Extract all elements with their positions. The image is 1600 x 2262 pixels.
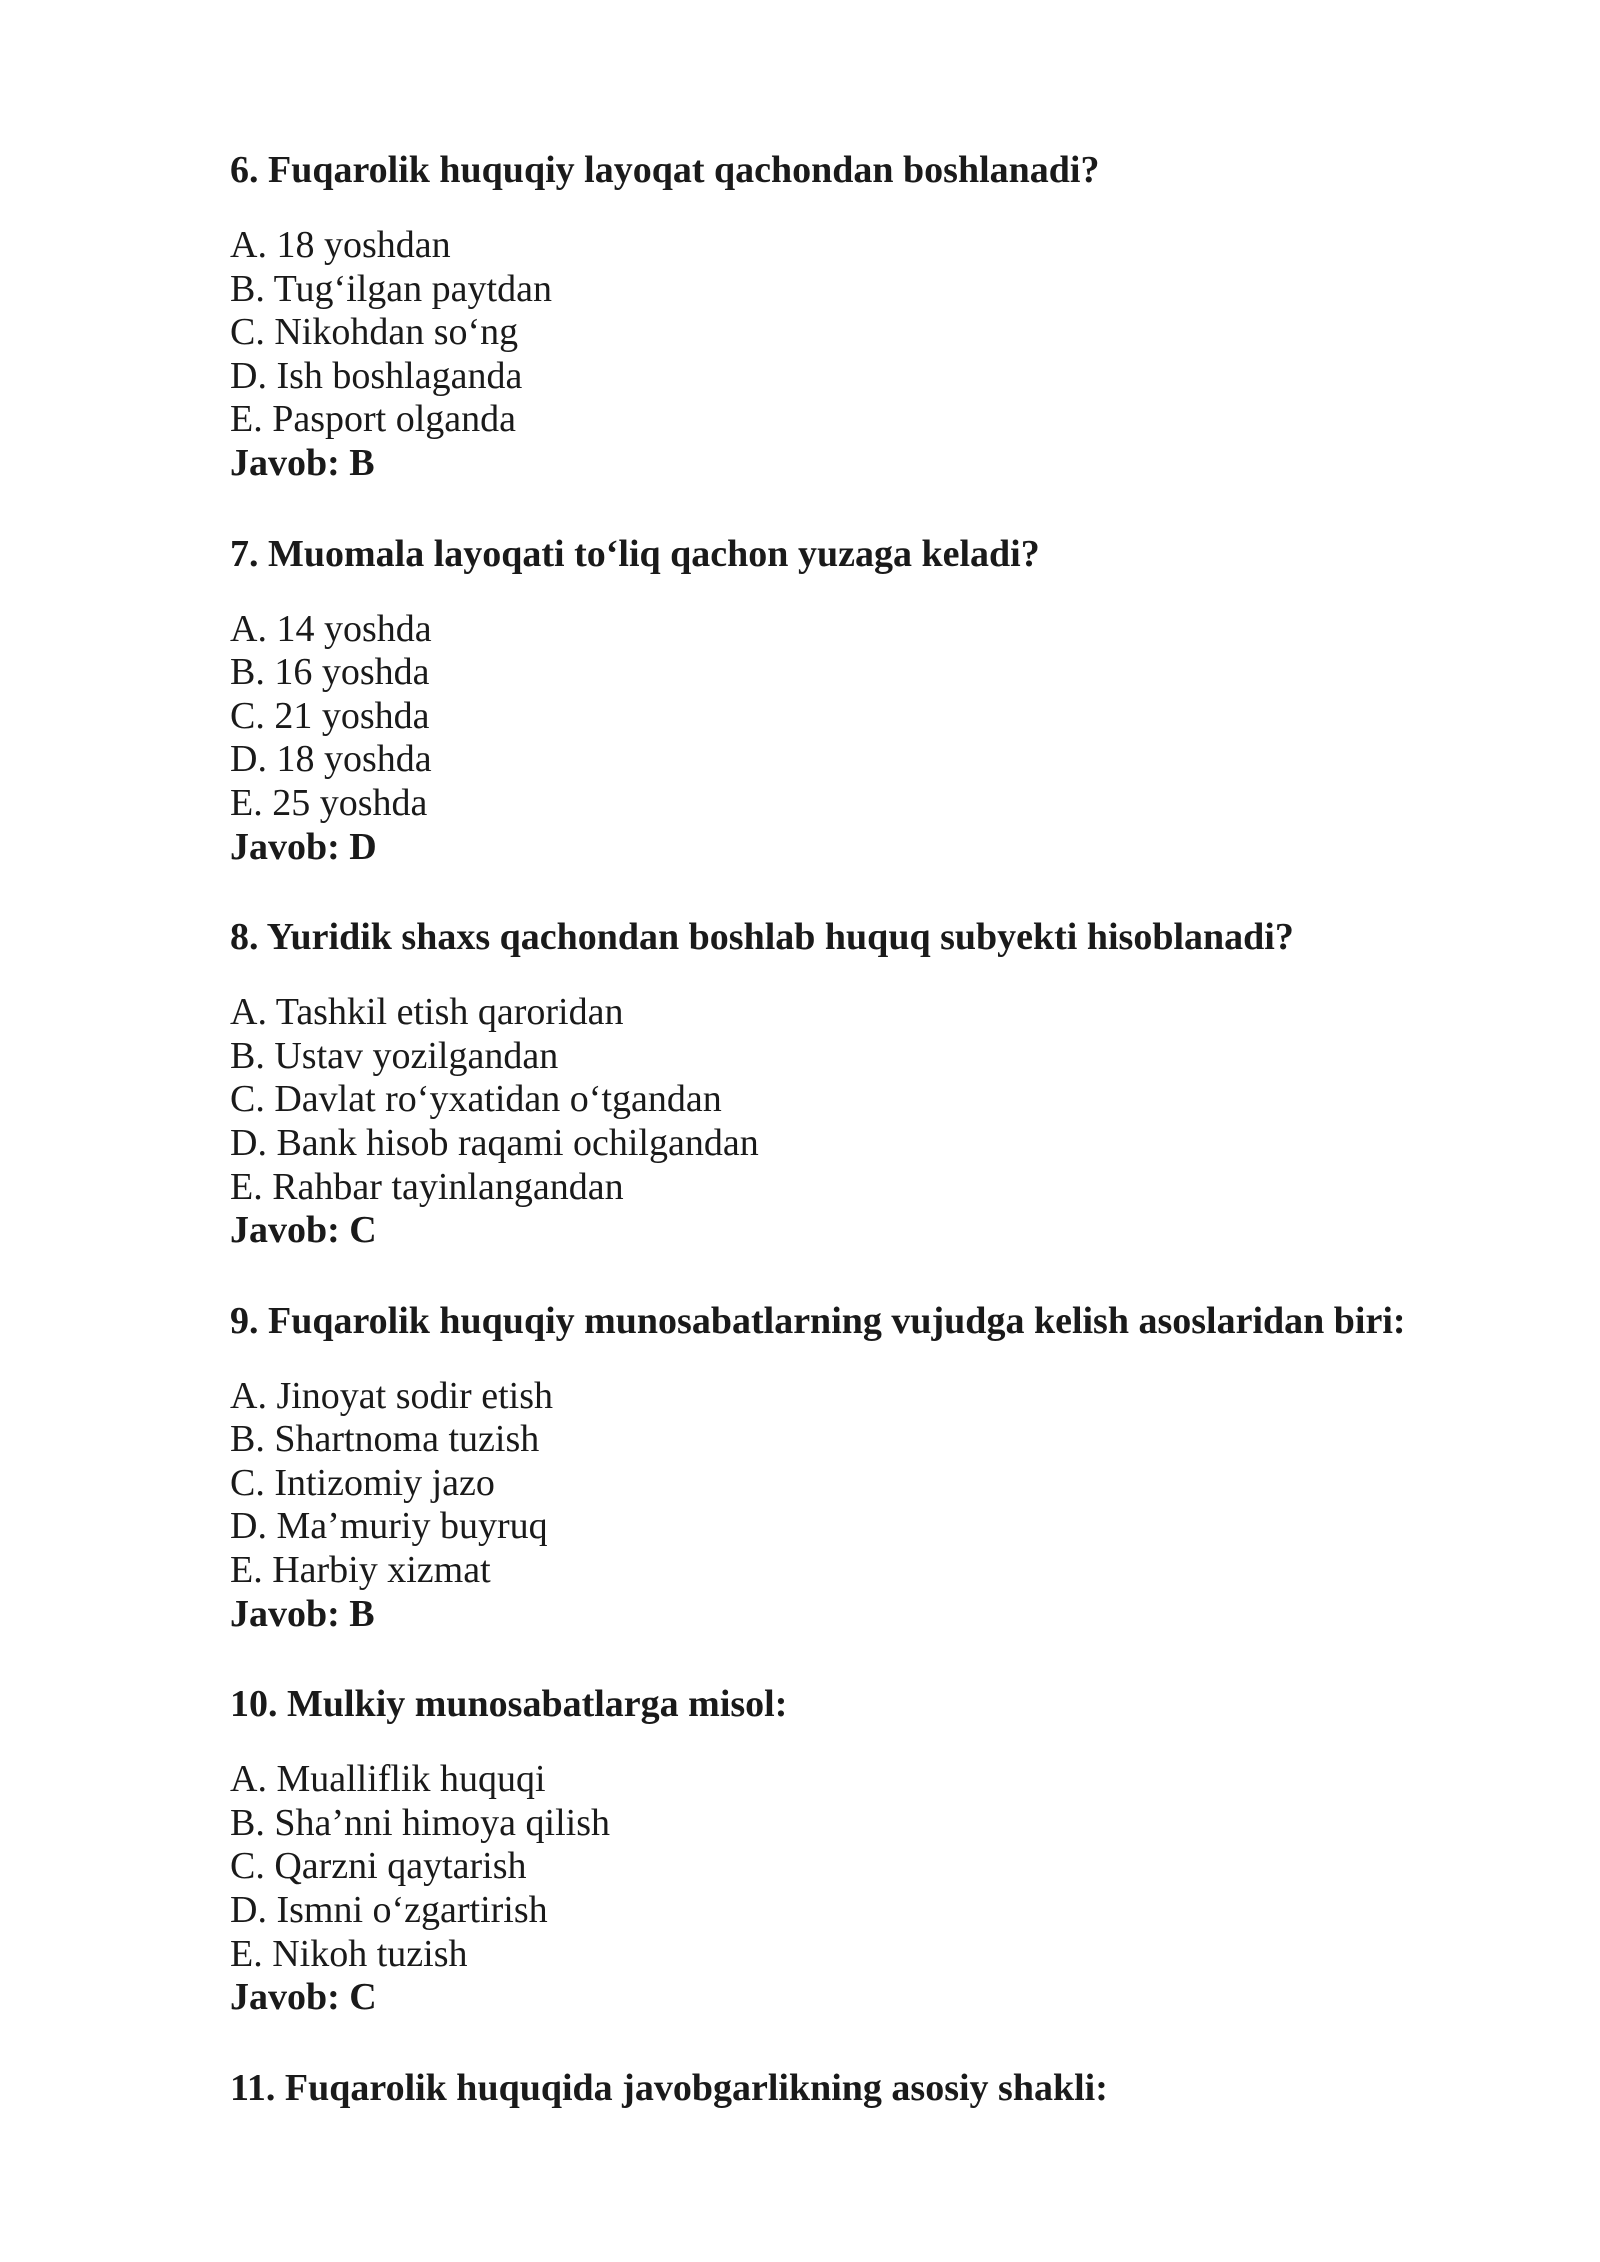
document-page bbox=[230, 148, 1470, 2156]
answer-line: Javob: B bbox=[230, 441, 375, 484]
answer-line: Javob: D bbox=[230, 825, 377, 868]
option-a: A. 14 yoshda bbox=[230, 607, 432, 650]
question-title: 8. Yuridik shaxs qachondan boshlab huquq subyekti hisoblanadi? bbox=[230, 916, 1294, 959]
option-e: E. Harbiy xizmat bbox=[230, 1549, 491, 1592]
question-title: 6. Fuqarolik huquqiy layoqat qachondan boshlanadi? bbox=[230, 149, 1100, 191]
question-9 bbox=[230, 1299, 1470, 1637]
option-a: A. Mualliflik huquqi bbox=[230, 1758, 546, 1801]
option-c: C. Intizomiy jazo bbox=[230, 1461, 495, 1504]
option-e: E. Rahbar tayinlangandan bbox=[230, 1165, 624, 1208]
option-d: D. 18 yoshda bbox=[230, 738, 432, 781]
question-title: 10. Mulkiy munosabatlarga misol: bbox=[230, 1683, 788, 1726]
question-6 bbox=[230, 148, 1470, 486]
option-e: E. Pasport olganda bbox=[230, 398, 517, 441]
option-d: D. Ish boshlaganda bbox=[230, 354, 523, 397]
option-b: B. 16 yoshda bbox=[230, 651, 430, 694]
answer-line: Javob: C bbox=[230, 1209, 377, 1252]
option-b: B. Ustav yozilgandan bbox=[230, 1034, 559, 1077]
answer-line: Javob: C bbox=[230, 1976, 377, 2019]
option-d: D. Ma’muriy buyruq bbox=[230, 1505, 548, 1548]
option-b: B. Tug‘ilgan paytdan bbox=[230, 267, 552, 310]
answer-line: Javob: B bbox=[230, 1592, 375, 1635]
option-c: C. Qarzni qaytarish bbox=[230, 1845, 527, 1888]
question-10 bbox=[230, 1682, 1470, 2020]
option-a: A. 18 yoshdan bbox=[230, 224, 451, 266]
option-c: C. Davlat ro‘yxatidan o‘tgandan bbox=[230, 1078, 722, 1121]
question-7 bbox=[230, 532, 1470, 870]
question-title: 9. Fuqarolik huquqiy munosabatlarning vujudga kelish asoslaridan biri: bbox=[230, 1299, 1406, 1342]
option-b: B. Shartnoma tuzish bbox=[230, 1418, 540, 1461]
question-title: 11. Fuqarolik huquqida javobgarlikning asosiy shakli: bbox=[230, 2066, 1108, 2109]
question-title: 7. Muomala layoqati to‘liq qachon yuzaga keladi? bbox=[230, 532, 1040, 575]
option-b: B. Sha’nni himoya qilish bbox=[230, 1801, 610, 1844]
question-8 bbox=[230, 915, 1470, 1253]
option-c: C. Nikohdan so‘ng bbox=[230, 311, 519, 354]
option-a: A. Tashkil etish qaroridan bbox=[230, 991, 624, 1034]
option-e: E. 25 yoshda bbox=[230, 781, 428, 824]
option-d: D. Ismni o‘zgartirish bbox=[230, 1889, 548, 1932]
option-c: C. 21 yoshda bbox=[230, 694, 430, 737]
option-d: D. Bank hisob raqami ochilgandan bbox=[230, 1121, 759, 1164]
option-e: E. Nikoh tuzish bbox=[230, 1932, 468, 1975]
option-a: A. Jinoyat sodir etish bbox=[230, 1374, 553, 1417]
question-11 bbox=[230, 2066, 1470, 2110]
